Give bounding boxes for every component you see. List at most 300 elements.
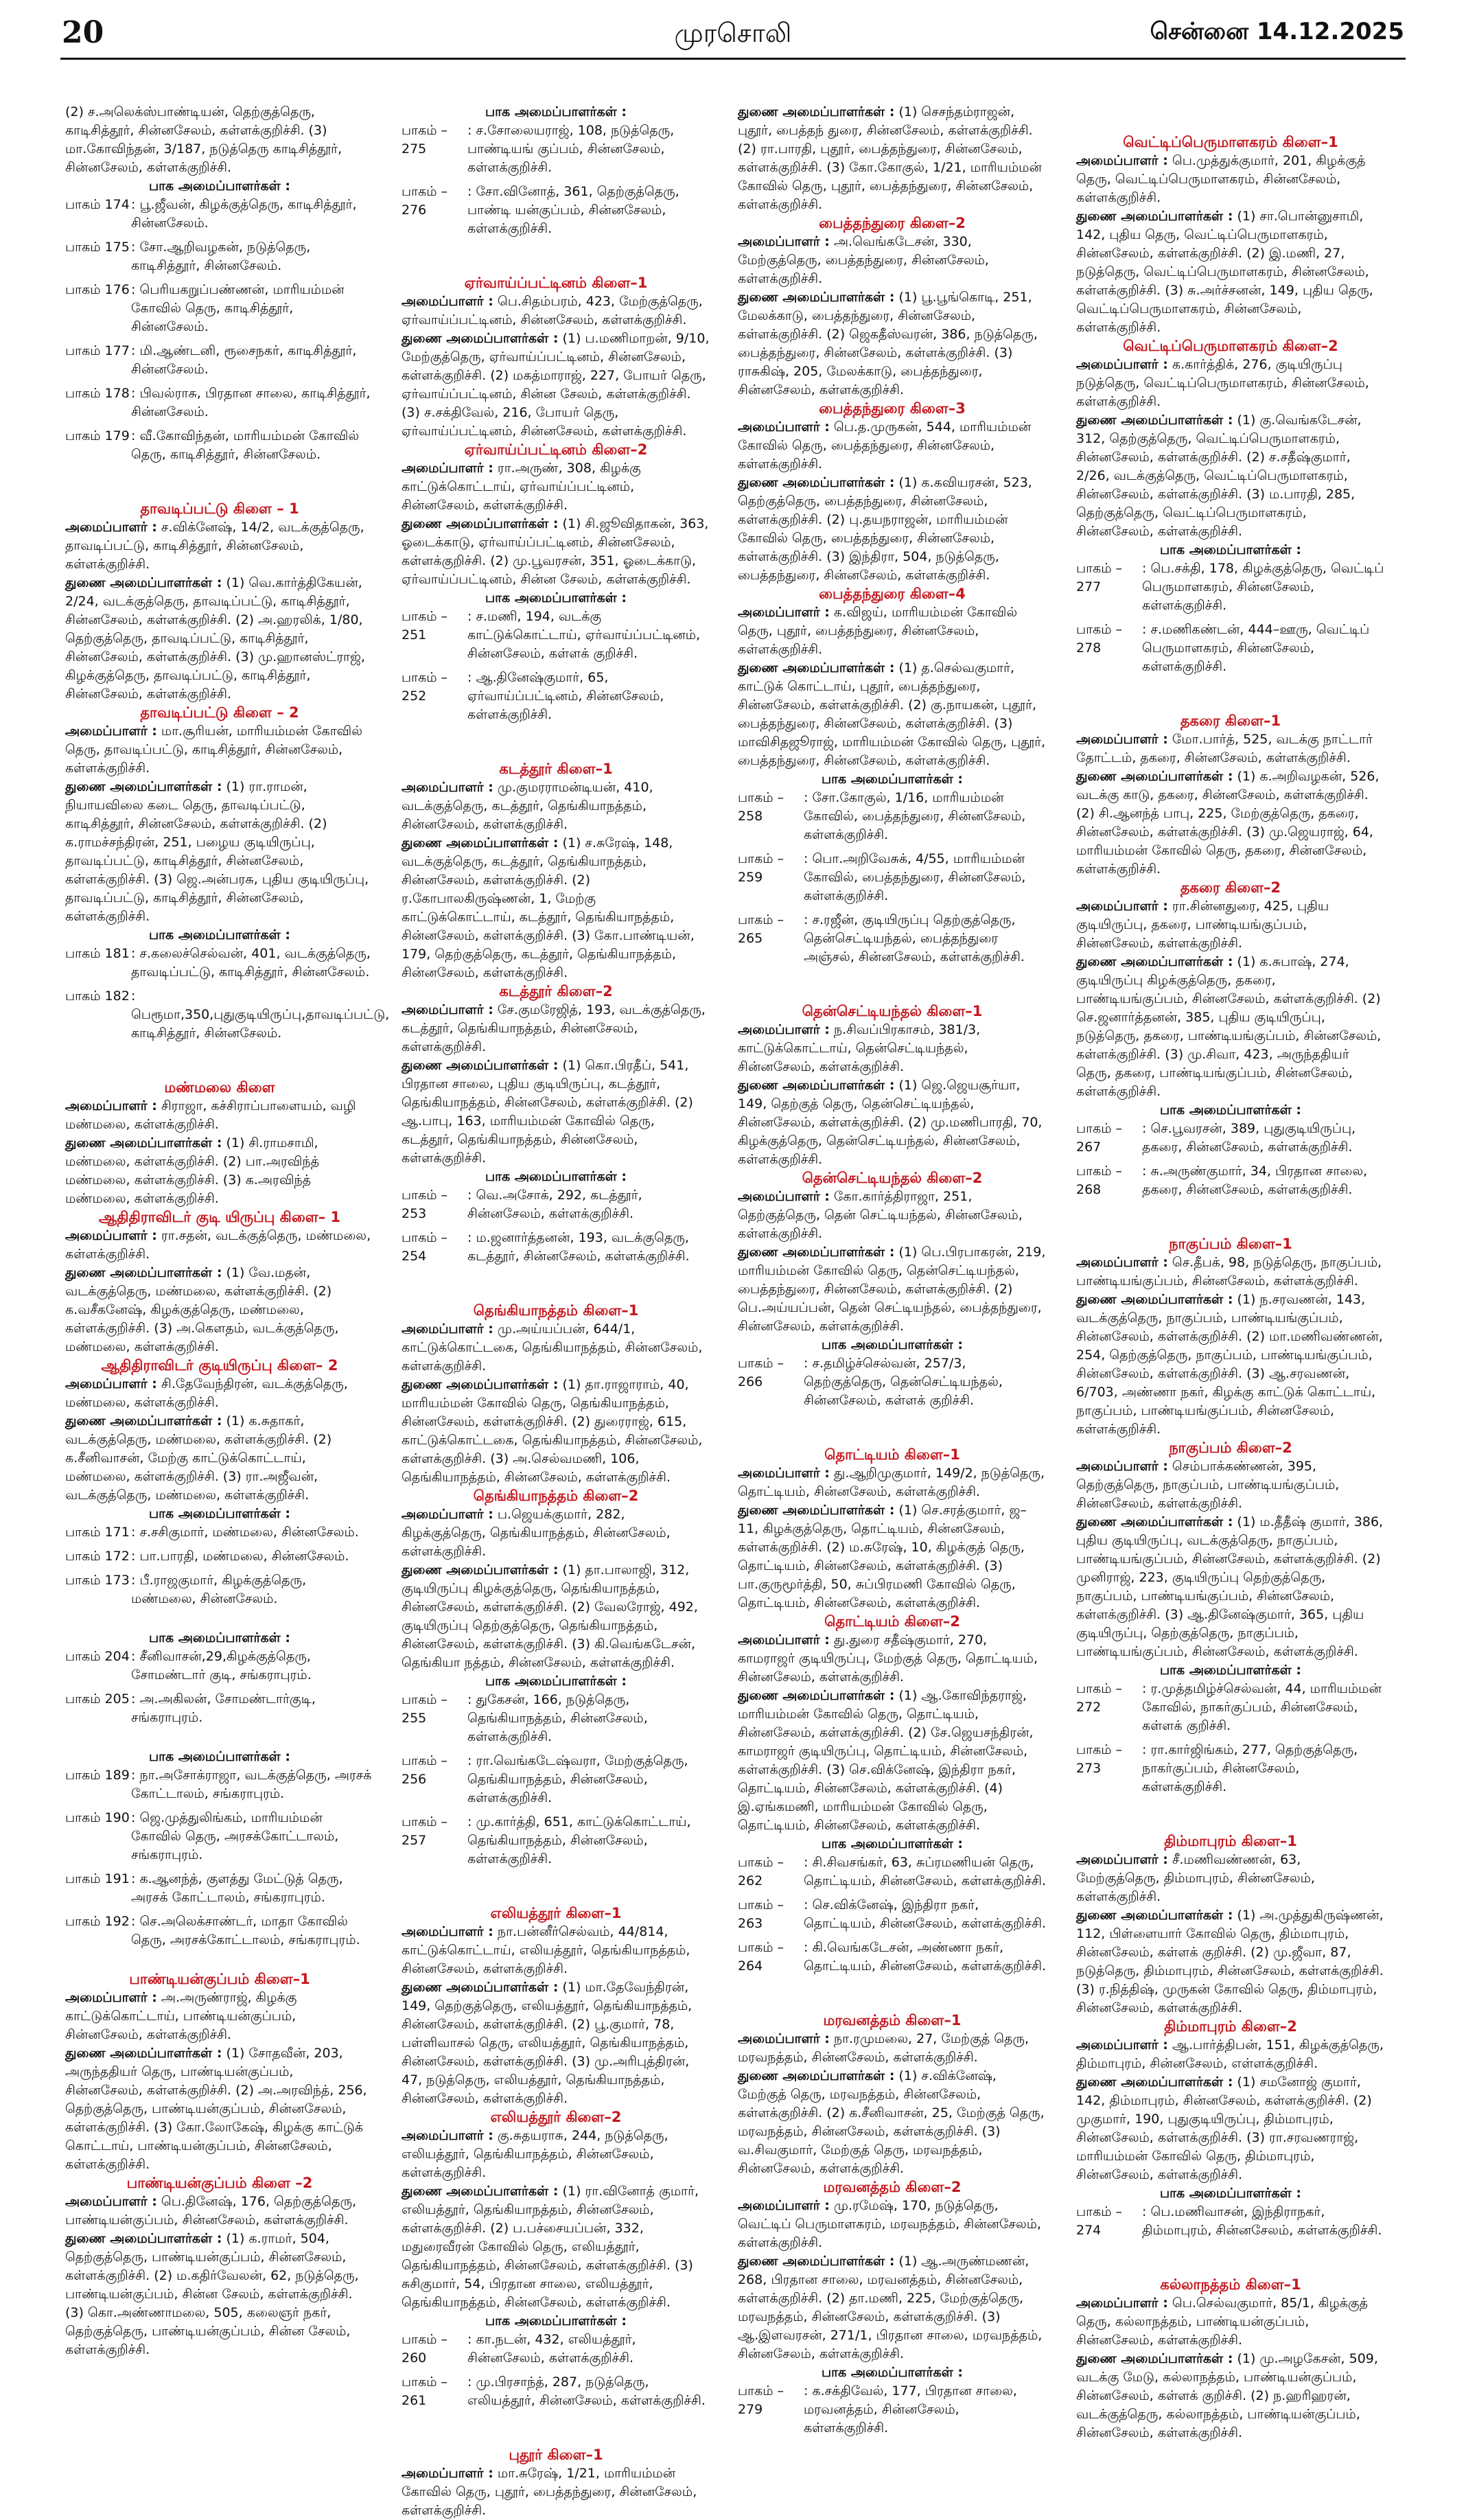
- thunai-label: துணை அமைப்பாளர்கள் :: [65, 2046, 222, 2061]
- dateline: சென்னை 14.12.2025: [1150, 18, 1404, 45]
- baga-list: [402, 1186, 710, 1266]
- amaippalar-entry: [1076, 1253, 1385, 1291]
- baga-row: [65, 1690, 374, 1727]
- baga-number: பாகம் 177: [65, 343, 130, 358]
- amaippalar-label: அமைப்பாளர் :: [402, 1507, 493, 1522]
- thunai-value: (1) ச.விக்னேஷ், மேற்குத் தெரு, மரவநத்தம், சின்னசேலம், கள்ளக்குறிச்சி. (2) க.சீனிவாசன், 25, மேற்குத் தெரு, மரவநத்தம், சின்னசேலம், கள்ளக்குறிச்சி. (3) வ.சிவகுமார், மேற்குத் தெரு, மரவநத்தம், சின்னசேலம், கள்ளக்குறிச்சி.: [738, 2068, 1045, 2176]
- baga-number: பாகம் – 273: [1076, 1742, 1123, 1776]
- thunai-value: (1) சி.ஜூவிதாகன், 363, ஓடைக்காடு, ஏர்வாய்ப்பட்டினம், சின்னசேலம், கள்ளக்குறிச்சி. (2) மு.பூவரசன், 351, ஓடைக்காடு, ஏர்வாய்ப்பட்டினம், சின்ன சேலம், கள்ளக்குறிச்சி.: [402, 516, 709, 587]
- amaippalar-entry: [738, 2030, 1047, 2067]
- baga-number: பாகம் 181: [65, 946, 130, 961]
- thunai-value: (1) க.கவியரசன், 523, தெற்குத்தெரு, பைத்தந்துரை, சின்னசேலம், கள்ளக்குறிச்சி. (2) பு.தயநராஜன், மாரியம்மன் கோவில் தெரு, பைத்தந்துரை, சின்னசேலம், கள்ளக்குறிச்சி. (3) இந்திரா, 504, நடுத்தெரு, பைத்தந்துரை, சின்னசேலம், கள்ளக்குறிச்சி.: [738, 475, 1032, 583]
- amaippalar-value: மு.அய்யப்பன், 644/1, காட்டுக்கொட்டகை, தெங்கியாநத்தம், சின்னசேலம், கள்ளக்குறிச்சி.: [402, 1321, 703, 1374]
- section-heading: தொட்டியம் கிளை–1: [824, 1446, 960, 1463]
- thunai-entry: [738, 2252, 1047, 2363]
- thunai-value: (1) ஜெ.ஜெயசூர்யா, 149, தெற்குத் தெரு, தென்செட்டியந்தல், சின்னசேலம், கள்ளக்குறிச்சி. (2) மு.மணிபாரதி, 70, கிழக்குத்தெரு, தென்செட்டியந்தல், சின்னசேலம், கள்ளக்குறிச்சி.: [738, 1078, 1043, 1167]
- section-heading: தெங்கியாநத்தம் கிளை–1: [473, 1302, 639, 1319]
- thunai-label: துணை அமைப்பாளர்கள் :: [738, 660, 895, 675]
- baga-person: : க.ஆனந்த், குளத்து மேட்டுத் தெரு, அரசக் கோட்டாலம், சங்கராபுரம்.: [131, 1871, 343, 1905]
- baga-person: : ரா.கார்ஜிங்கம், 277, தெற்குத்தெரு, நாகர்குப்பம், சின்னசேலம், கள்ளக்குறிச்சி.: [1142, 1742, 1358, 1794]
- baga-number: பாகம் 204: [65, 1649, 130, 1664]
- amaippalar-label: அமைப்பாளர் :: [738, 1466, 830, 1481]
- baga-list: [1076, 1680, 1385, 1796]
- amaippalar-value: செ.தீபக், 98, நடுத்தெரு, நாகுப்பம், பாண்டியங்குப்பம், சின்னசேலம், கள்ளக்குறிச்சி.: [1076, 1255, 1382, 1288]
- baga-person: : பிவல்ராசு, பிரதான சாலை, காடிசித்தூர், சின்னசேலம்.: [131, 386, 371, 419]
- baga-person: : ச.சசிகுமார், மண்மலை, சின்னசேலம்.: [131, 1525, 359, 1540]
- thunai-value: (1) பூ.பூங்கொடி, 251, மேலக்காடு, பைத்தந்துரை, சின்னசேலம், கள்ளக்குறிச்சி. (2) ஜெகதீஸ்வரன், 386, நடுத்தெரு, பைத்தந்துரை, சின்னசேலம், கள்ளக்குறிச்சி. (3) ராசுகிஷ், 205, மேலக்காடு, பைத்தந்துரை, சின்னசேலம், கள்ளக்குறிச்சி.: [738, 290, 1038, 397]
- thunai-value: (1) தா.பாலாஜி, 312, குடியிருப்பு கிழக்குத்தெரு, தெங்கியாநத்தம், சின்னசேலம், கள்ளக்குறிச்சி. (2) வேலரோஜ், 492, குடியிருப்பு தெற்குத்தெரு, தெங்கியாநத்தம், சின்னசேலம், கள்ளக்குறிச்சி. (3) கி.வெங்கடேசன், தெங்கியா நத்தம், சின்னசேலம், கள்ளக்குறிச்சி.: [402, 1562, 698, 1670]
- thunai-label: துணை அமைப்பாளர்கள் :: [402, 835, 559, 851]
- subsection-heading: பாக அமைப்பாளர்கள் :: [821, 1337, 963, 1352]
- baga-number: பாகம் – 276: [402, 184, 448, 218]
- thunai-label: துணை அமைப்பாளர்கள் :: [1076, 209, 1233, 224]
- thunai-label: துணை அமைப்பாளர்கள் :: [65, 779, 222, 794]
- baga-list: [738, 789, 1047, 967]
- section-heading: எலியத்தூர் கிளை–1: [490, 1905, 622, 1921]
- thunai-label: துணை அமைப்பாளர்கள் :: [738, 2254, 895, 2269]
- thunai-value: (1) செ.சரத்குமார், ஜ–11, கிழக்குத்தெரு, தொட்டியம், சின்னசேலம், கள்ளக்குறிச்சி. (2) ம.சுரேஷ், 10, கிழக்குத் தெரு, தொட்டியம், சின்னசேலம், கள்ளக்குறிச்சி. (3) பா.குருமூர்த்தி, 50, சுப்பிரமணி கோவில் தெரு, தொட்டியம், சின்னசேலம், கள்ளக்குறிச்சி.: [738, 1503, 1027, 1610]
- amaippalar-entry: [1076, 1851, 1385, 1906]
- amaippalar-label: அமைப்பாளர் :: [65, 1098, 157, 1113]
- newspaper-name: முரசொலி: [674, 18, 792, 48]
- amaippalar-value: அ.வெங்கடேசன், 330, மேற்குத்தெரு, பைத்தந்துரை, சின்னசேலம், கள்ளக்குறிச்சி.: [738, 234, 989, 286]
- baga-number: பாகம் – 255: [402, 1692, 448, 1726]
- thunai-entry: [738, 659, 1047, 770]
- section-heading: ஆதிதிராவிடர் குடியிருப்பு கிளை– 2: [101, 1357, 338, 1374]
- amaippalar-entry: [1076, 2036, 1385, 2073]
- amaippalar-value: மோ.பார்த், 525, வடக்கு நாட்டார் தோட்டம், தகரை, சின்னசேலம், கள்ளக்குறிச்சி.: [1076, 732, 1373, 765]
- amaippalar-entry: [65, 1989, 374, 2044]
- baga-number: பாகம் – 261: [402, 2374, 448, 2408]
- subsection-heading: பாக அமைப்பாளர்கள் :: [1159, 1102, 1301, 1118]
- baga-row: [65, 238, 374, 275]
- baga-person: : ச.தமிழ்ச்செல்வன், 257/3, தெற்குத்தெரு, தென்செட்டியந்தல், சின்னசேலம், கள்ளக் குறிச்சி.: [804, 1356, 1003, 1408]
- baga-person: : மி.ஆண்டனி, ரூசைநகர், காடிசித்தூர், சின்னசேலம்.: [131, 343, 357, 377]
- amaippalar-entry: [1076, 897, 1385, 953]
- subsection-heading: பாக அமைப்பாளர்கள் :: [148, 178, 290, 194]
- subsection-heading: பாக அமைப்பாளர்கள் :: [1159, 542, 1301, 557]
- subsection-heading: பாக அமைப்பாளர்கள் :: [485, 2313, 627, 2328]
- baga-row: [1076, 2203, 1385, 2240]
- baga-row: [1076, 559, 1385, 615]
- thunai-entry: [402, 1978, 710, 2108]
- thunai-entry: [1076, 411, 1385, 541]
- column-2: [402, 103, 710, 2520]
- thunai-entry: [738, 1243, 1047, 1336]
- baga-number: பாகம் 176: [65, 282, 130, 297]
- section-heading: நாகுப்பம் கிளை–2: [1169, 1440, 1292, 1456]
- section-heading: பைத்தந்துரை கிளை–2: [819, 215, 966, 231]
- section-heading: வெட்டிப்பெருமாளகரம் கிளை–1: [1123, 134, 1338, 150]
- amaippalar-value: சிராஜா, கச்சிராப்பாளையம், வழி மண்மலை, கள்ளக்குறிச்சி.: [65, 1098, 356, 1132]
- amaippalar-value: அ.அருண்ராஜ், கிழக்கு காட்டுக்கொட்டாய், பாண்டியன்குப்பம், சின்னசேலம், கள்ளக்குறிச்சி.: [65, 1990, 297, 2042]
- amaippalar-entry: [402, 292, 710, 330]
- baga-row: [402, 2373, 710, 2410]
- amaippalar-entry: [1076, 2294, 1385, 2350]
- baga-row: [65, 1571, 374, 1608]
- baga-person: : சீனிவாசன்,29,கிழக்குத்தெரு, சோமண்டார் குடி, சங்கராபுரம்.: [131, 1649, 312, 1683]
- section-heading: தகரை கிளை–1: [1180, 713, 1281, 729]
- thunai-value: (1) அ.முத்துகிருஷ்ணன், 112, பிள்ளையார் கோவில் தெரு, திம்மாபுரம், சின்னசேலம், கள்ளக் குறிச்சி. (2) மு.ஜீவா, 87, நடுத்தெரு, திம்மாபுரம், சின்னசேலம், கள்ளக்குறிச்சி. (3) ர.நித்திஷ், முருகன் கோவில் தெரு, திம்மாபுரம், சின்னசேலம், கள்ளக்குறிச்சி.: [1076, 1908, 1384, 2015]
- baga-row: [402, 608, 710, 663]
- baga-row: [738, 911, 1047, 967]
- baga-row: [65, 1766, 374, 1803]
- thunai-value: (1) ப.மணிமாறன், 9/10, மேற்குத்தெரு, ஏர்வாய்ப்பட்டினம், சின்னசேலம், கள்ளக்குறிச்சி. (2) மகத்மாராஜ், 227, போயர் தெரு, ஏர்வாய்ப்பட்டினம், சின்ன சேலம், கள்ளக்குறிச்சி. (3) ச.சக்திவேல், 216, போயர் தெரு, ஏர்வாய்ப்பட்டினம், சின்னசேலம், கள்ளக்குறிச்சி.: [402, 331, 710, 439]
- baga-person: : ச.மணி, 194, வடக்கு காட்டுக்கொட்டாய், ஏர்வாய்ப்பட்டினம், சின்னசேலம், கள்ளக் குறிச்சி.: [467, 609, 701, 661]
- baga-person: : மு.பிரசாந்த், 287, நடுத்தெரு, எலியத்தூர், சின்னசேலம், கள்ளக்குறிச்சி.: [467, 2374, 706, 2408]
- baga-number: பாகம் – 278: [1076, 622, 1123, 656]
- baga-person: : ச.மணிகண்டன், 444–ஊரு, வெட்டிப் பெருமாளகரம், சின்னசேலம், கள்ளக்குறிச்சி.: [1142, 622, 1370, 674]
- thunai-value: (1) க.ராமர், 504, தெற்குத்தெரு, பாண்டியன்குப்பம், சின்னசேலம், கள்ளக்குறிச்சி. (2) ம.கதிர்வேலன், 62, நடுத்தெரு, பாண்டியன்குப்பம், சின்ன சேலம், கள்ளக்குறிச்சி. (3) கொ.அண்ணாமலை, 505, கலைஞர் நகர், தெற்குத்தெரு, பாண்டியன்குப்பம், சின்ன சேலம், கள்ளக்குறிச்சி.: [65, 2231, 359, 2357]
- section-heading: திம்மாபுரம் கிளை–1: [1164, 1833, 1297, 1849]
- baga-number: பாகம் – 266: [738, 1356, 784, 1389]
- amaippalar-label: அமைப்பாளர் :: [1076, 2037, 1168, 2053]
- baga-row: [738, 789, 1047, 844]
- baga-row: [402, 1229, 710, 1266]
- baga-row: [738, 1354, 1047, 1410]
- thunai-label: துணை அமைப்பாளர்கள் :: [738, 104, 895, 119]
- baga-person: : சி.சிவசங்கர், 63, சுப்ரமணியன் தெரு, தொட்டியம், சின்னசேலம், கள்ளக்குறிச்சி.: [804, 1855, 1047, 1888]
- thunai-value: (1) வே.மதன், வடக்குத்தெரு, மண்மலை, கள்ளக்குறிச்சி. (2) க.வசீகனேஷ், கிழக்குத்தெரு, மண்மலை, கள்ளக்குறிச்சி. (3) அ.கௌதம், வடக்குத்தெரு, மண்மலை, கள்ளக்குறிச்சி.: [65, 1265, 339, 1354]
- thunai-entry: [402, 1376, 710, 1487]
- page-number: 20: [62, 15, 104, 50]
- baga-row: [65, 1547, 374, 1566]
- baga-number: பாகம் – 262: [738, 1855, 784, 1888]
- amaippalar-value: பெ.தினேஷ், 176, தெற்குத்தெரு, பாண்டியன்குப்பம், சின்னசேலம், கள்ளக்குறிச்சி.: [65, 2194, 357, 2228]
- amaippalar-entry: [738, 1631, 1047, 1687]
- thunai-entry: [1076, 1513, 1385, 1661]
- baga-list: [402, 122, 710, 238]
- baga-number: பாகம் – 275: [402, 123, 448, 157]
- thunai-value: (1) வெ.கார்த்திகேயன், 2/24, வடக்குத்தெரு, தாவடிப்பட்டு, காடிசித்தூர், சின்னசேலம், கள்ளக்குறிச்சி. (2) அ.ஹரலிக், 1/80, தெற்குத்தெரு, தாவடிப்பட்டு, காடிசித்தூர், சின்னசேலம், கள்ளக்குறிச்சி. (3) மு.ஹானஸ்ட்ராஜ், கிழக்குத்தெரு, தாவடிப்பட்டு, காடிசித்தூர், சின்னசேலம், கள்ளக்குறிச்சி.: [65, 575, 365, 702]
- subsection-heading: பாக அமைப்பாளர்கள் :: [485, 1169, 627, 1184]
- amaippalar-label: அமைப்பாளர் :: [1076, 153, 1168, 168]
- baga-number: பாகம் – 257: [402, 1814, 448, 1848]
- thunai-label: துணை அமைப்பாளர்கள் :: [65, 2231, 222, 2246]
- amaippalar-value: ரா.சின்னதுரை, 425, புதிய குடியிருப்பு, தகரை, பாண்டியங்குப்பம், சின்னசேலம், கள்ளக்குறிச்சி.: [1076, 899, 1329, 951]
- thunai-label: துணை அமைப்பாளர்கள் :: [1076, 769, 1233, 784]
- section-heading: தாவடிப்பட்டு கிளை – 1: [140, 500, 299, 517]
- amaippalar-entry: [1076, 356, 1385, 411]
- amaippalar-label: அமைப்பாளர் :: [65, 2194, 157, 2209]
- amaippalar-label: அமைப்பாளர் :: [738, 419, 830, 435]
- subsection-heading: பாக அமைப்பாளர்கள் :: [821, 2365, 963, 2380]
- thunai-label: துணை அமைப்பாளர்கள் :: [738, 1245, 895, 1260]
- thunai-value: (1) சமனோஜ் குமார், 142, திம்மாபுரம், சின்னசேலம், கள்ளக்குறிச்சி. (2) முகுமார், 190, புதுகுடியிருப்பு, திம்மாபுரம், சின்னசேலம், கள்ளக்குறிச்சி. (3) ரா.சரவணராஜ், மாரியம்மன் கோவில் தெரு, திம்மாபுரம், சின்னசேலம், கள்ளக்குறிச்சி.: [1076, 2074, 1372, 2182]
- baga-number: பாகம் – 263: [738, 1897, 784, 1931]
- section-heading: ஆதிதிராவிடர் குடி யிருப்பு கிளை– 1: [98, 1209, 341, 1225]
- thunai-value: (1) கு.வெங்கடேசன், 312, தெற்குத்தெரு, வெட்டிப்பெருமாளகரம், சின்னசேலம், கள்ளக்குறிச்சி. (2) ச.சதீஷ்குமார், 2/26, வடக்குத்தெரு, வெட்டிப்பெருமாளகரம், சின்னசேலம், கள்ளக்குறிச்சி. (3) ம.பாரதி, 285, தெற்குத்தெரு, வெட்டிப்பெருமாளகரம், சின்னசேலம், கள்ளக்குறிச்சி.: [1076, 413, 1362, 539]
- section-heading: தெங்கியாநத்தம் கிளை–2: [473, 1488, 639, 1504]
- baga-row: [402, 669, 710, 724]
- amaippalar-value: ச.விக்னேஷ், 14/2, வடக்குத்தெரு, தாவடிப்பட்டு, காடிசித்தூர், சின்னசேலம், கள்ளக்குறிச்சி.: [65, 520, 364, 572]
- baga-person: : சு.அருண்குமார், 34, பிரதான சாலை, தகரை, சின்னசேலம், கள்ளக்குறிச்சி.: [1142, 1164, 1368, 1197]
- section-heading: மரவனத்தம் கிளை–1: [823, 2012, 962, 2028]
- thunai-label: துணை அமைப்பாளர்கள் :: [1076, 413, 1233, 428]
- thunai-value: (1) ம.தீதீஷ் குமார், 386, புதிய குடியிருப்பு, வடக்குத்தெரு, நாகுப்பம், பாண்டியங்குப்பம், சின்னசேலம், கள்ளக்குறிச்சி. (2) முனிராஜ், 223, குடியிருப்பு தெற்குத்தெரு, நாகுப்பம், பாண்டியங்குப்பம், சின்னசேலம், கள்ளக்குறிச்சி. (3) ஆ.தினேஷ்குமார், 365, புதிய குடியிருப்பு, தெற்குத்தெரு, நாகுப்பம், பாண்டியங்குப்பம், சின்னசேலம், கள்ளக்குறிச்சி.: [1076, 1514, 1384, 1659]
- thunai-entry: [65, 778, 374, 926]
- column-1: [65, 103, 390, 2359]
- thunai-entry: [738, 288, 1047, 400]
- baga-person: : பெ.மணிவாசன், இந்திராநகர், திம்மாபுரம், சின்னசேலம், கள்ளக்குறிச்சி.: [1142, 2204, 1382, 2238]
- section-heading: கடத்தூர் கிளை–2: [499, 983, 613, 999]
- thunai-value: (1) செசந்தம்ராஜன், புதூர், பைத்தந் துரை, சின்னசேலம், கள்ளக்குறிச்சி. (2) ரா.பாரதி, புதூர், பைத்தந்துரை, சின்னசேலம், கள்ளக்குறிச்சி. (3) கோ.கோகுல், 1/21, மாரியம்மன் கோவில் தெரு, புதூர், பைத்தந்துரை, சின்னசேலம், கள்ளக்குறிச்சி.: [738, 104, 1042, 212]
- thunai-value: (1) த.செல்வகுமார், காட்டுக் கொட்டாய், புதூர், பைத்தந்துரை, சின்னசேலம், கள்ளக்குறிச்சி. (2) கு.நாயகன், புதூர், பைத்தந்துரை, சின்னசேலம், கள்ளக்குறிச்சி. (3) மாவிசிதஜூராஜ், மாரியம்மன் கோவில் தெரு, புதூர், பைத்தந்துரை, சின்னசேலம், கள்ளக்குறிச்சி.: [738, 660, 1046, 768]
- baga-number: பாகம் 189: [65, 1768, 130, 1783]
- thunai-entry: [65, 2044, 374, 2174]
- amaippalar-label: அமைப்பாளர் :: [402, 2128, 493, 2143]
- baga-person: : சோ.ஆறிவழகன், நடுத்தெரு, காடிசித்தூர், சின்னசேலம்.: [131, 240, 311, 273]
- thunai-value: (1) ஆ.அருண்மணன், 268, பிரதான சாலை, மரவனத்தம், சின்னசேலம், கள்ளக்குறிச்சி. (2) தா.மணி, 225, மேற்குத்தெரு, மரவநத்தம், சின்னசேலம், கள்ளக்குறிச்சி. (3) ஆ.இளவரசன், 271/1, பிரதான சாலை, மரவநத்தம், சின்னசேலம், கள்ளக்குறிச்சி.: [738, 2254, 1043, 2361]
- baga-row: [402, 1186, 710, 1223]
- baga-row: [65, 427, 374, 464]
- baga-row: [65, 384, 374, 421]
- amaippalar-value: மா.சுரேஷ், 1/21, மாரியம்மன் கோவில் தெரு, புதூர், பைத்தந்துரை, சின்னசேலம், கள்ளக்குறிச்சி.: [402, 2466, 697, 2518]
- baga-list: [402, 2331, 710, 2410]
- amaippalar-entry: [738, 603, 1047, 659]
- amaippalar-entry: [738, 1464, 1047, 1501]
- thunai-label: துணை அமைப்பாளர்கள் :: [1076, 2074, 1233, 2090]
- baga-person: : துகேசன், 166, நடுத்தெரு, தெங்கியாநத்தம், சின்னசேலம், கள்ளக்குறிச்சி.: [467, 1692, 648, 1744]
- thunai-label: துணை அமைப்பாளர்கள் :: [402, 1562, 559, 1577]
- amaippalar-value: சி.தேவேந்திரன், வடக்குத்தெரு, மண்மலை, கள்ளக்குறிச்சி.: [65, 1376, 348, 1410]
- section-heading: தொட்டியம் கிளை–2: [824, 1613, 960, 1630]
- amaippalar-label: அமைப்பாளர் :: [1076, 899, 1168, 914]
- section-heading: திம்மாபுரம் கிளை–2: [1164, 2018, 1297, 2035]
- baga-row: [738, 850, 1047, 905]
- amaippalar-entry: [402, 459, 710, 515]
- continued-text: (2) ச.அலெக்ஸ்பாண்டியன், தெற்குத்தெரு, காடிசித்தூர், சின்னசேலம், கள்ளக்குறிச்சி. (3) மா.கோவிந்தன், 3/187, நடுத்தெரு காடிசித்தூர், சின்னசேலம், கள்ளக்குறிச்சி.: [65, 104, 342, 175]
- amaippalar-value: மு.குமரராமன்டியன், 410, வடக்குத்தெரு, கடத்தூர், தெங்கியாநத்தம், சின்னசேலம், கள்ளக்குறிச்சி.: [402, 780, 653, 832]
- header-rule: [60, 58, 1406, 60]
- amaippalar-entry: [65, 1227, 374, 1264]
- amaippalar-label: அமைப்பாளர் :: [402, 1321, 493, 1337]
- baga-row: [65, 945, 374, 982]
- baga-number: பாகம் – 253: [402, 1188, 448, 1221]
- baga-person: : ம.ஜனார்த்தனன், 193, வடக்குதெரு, கடத்தூர், சின்னசேலம், கள்ளக்குறிச்சி.: [467, 1230, 690, 1264]
- baga-row: [1076, 1120, 1385, 1157]
- amaippalar-value: ஆ.பார்த்திபன், 151, கிழக்குத்தெரு, திம்மாபுரம், சின்னசேலம், எள்ளக்குறிச்சி.: [1076, 2037, 1384, 2071]
- thunai-entry: [402, 515, 710, 589]
- thunai-label: துணை அமைப்பாளர்கள் :: [1076, 1908, 1233, 1923]
- baga-list: [1076, 2203, 1385, 2240]
- baga-number: பாகம் 178: [65, 386, 130, 401]
- amaippalar-value: து.துரை சதீஷ்குமார், 270, காமராஜர் குடியிருப்பு, மேற்குத் தெரு, தொட்டியம், சின்னசேலம், கள்ளக்குறிச்சி.: [738, 1632, 1038, 1685]
- baga-number: பாகம் 172: [65, 1549, 130, 1564]
- amaippalar-entry: [738, 1021, 1047, 1076]
- thunai-entry: [402, 1561, 710, 1672]
- thunai-value: (1) ரா.வினோத் குமார், எலியத்தூர், தெங்கியாநத்தம், சின்னசேலம், கள்ளக்குறிச்சி. (2) ப.பச்சையப்பன், 332, மதுரைவீரன் கோவில் தெரு, எலியத்தூர், தெங்கியாநத்தம், சின்னசேலம், கள்ளக்குறிச்சி. (3) சுசிகுமார், 54, பிரதான சாலை, எலியத்தூர், தெங்கியாநத்தம், சின்னசேலம், கள்ளக்குறிச்சி.: [402, 2184, 699, 2310]
- section-heading: பைத்தந்துரை கிளை–4: [819, 586, 966, 602]
- amaippalar-label: அமைப்பாளர் :: [65, 724, 157, 739]
- section-heading: புதூர் கிளை–1: [509, 2447, 603, 2463]
- baga-number: பாகம் – 264: [738, 1940, 784, 1974]
- baga-person: : பெ.சக்தி, 178, கிழக்குத்தெரு, வெட்டிப் பெருமாளகரம், சின்னசேலம், கள்ளக்குறிச்சி.: [1142, 561, 1384, 613]
- thunai-label: துணை அமைப்பாளர்கள் :: [738, 475, 895, 490]
- amaippalar-label: அமைப்பாளர் :: [402, 461, 493, 476]
- baga-number: பாகம் – 277: [1076, 561, 1123, 594]
- baga-list: [1076, 1120, 1385, 1199]
- amaippalar-entry: [65, 518, 374, 574]
- amaippalar-value: து.ஆறிமுகுமார், 149/2, நடுத்தெரு, தொட்டியம், சின்னசேலம், கள்ளக்குறிச்சி.: [738, 1466, 1045, 1499]
- thunai-value: (1) க.சுபாஷ், 274, குடியிருப்பு கிழக்குத்தெரு, தகரை, பாண்டியங்குப்பம், சின்னசேலம், கள்ளக்குறிச்சி. (2) செ.ஜனார்த்தனன், 385, புதிய குடியிருப்பு, நடுத்தெரு, தகரை, பாண்டியங்குப்பம், சின்னசேலம், கள்ளக்குறிச்சி. (3) மு.சிவா, 423, அருந்ததியர் தெரு, தகரை, பாண்டியங்குப்பம், சின்னசேலம், கள்ளக்குறிச்சி.: [1076, 954, 1382, 1099]
- section-heading: கல்லாநத்தம் கிளை–1: [1160, 2276, 1301, 2293]
- subsection-heading: பாக அமைப்பாளர்கள் :: [485, 1674, 627, 1689]
- thunai-label: துணை அமைப்பாளர்கள் :: [738, 1688, 895, 1703]
- thunai-entry: [65, 1134, 374, 1208]
- thunai-value: (1) க.அறிவழகன், 526, வடக்கு காடு, தகரை, சின்னசேலம், கள்ளக்குறிச்சி. (2) சி.ஆனந்த் பாபு, 225, மேற்குத்தெரு, தகரை, சின்னசேலம், கள்ளக்குறிச்சி. (3) மு.ஜெயராஜ், 64, மாரியம்மன் கோவில் தெரு, தகரை, சின்னசேலம், கள்ளக்குறிச்சி.: [1076, 769, 1380, 877]
- baga-person: : பொ.அறிவேசுக், 4/55, மாரியம்மன் கோவில், பைத்தந்துரை, சின்னசேலம், கள்ளக்குறிச்சி.: [804, 851, 1026, 903]
- amaippalar-label: அமைப்பாளர் :: [1076, 357, 1168, 372]
- baga-row: [65, 1809, 374, 1864]
- thunai-value: (1) தா.ராஜாராம், 40, மாரியம்மன் கோவில் தெரு, தெங்கியாநத்தம், சின்னசேலம், கள்ளக்குறிச்சி. (2) துரைராஜ், 615, காட்டுக்கொட்டகை, தெங்கியாநத்தம், சின்னசேலம், கள்ளக்குறிச்சி. (3) அ.செல்வமணி, 106, தெங்கியாநத்தம், சின்னசேலம், கள்ளக்குறிச்சி.: [402, 1377, 703, 1485]
- baga-row: [65, 1648, 374, 1685]
- baga-row: [1076, 621, 1385, 676]
- baga-person: : சோ.கோகுல், 1/16, மாரியம்மன் கோவில், பைத்தந்துரை, சின்னசேலம், கள்ளக்குறிச்சி.: [804, 790, 1026, 842]
- thunai-label: துணை அமைப்பாளர்கள் :: [402, 331, 559, 346]
- amaippalar-value: மு.ரமேஷ், 170, நடுத்தெரு, வெட்டிப் பெருமாளகரம், மரவநத்தம், சின்னசேலம், கள்ளக்குறிச்சி.: [738, 2198, 1042, 2250]
- amaippalar-value: கோ.கார்த்திராஜா, 251, தெற்குத்தெரு, தென் செட்டியந்தல், சின்னசேலம், கள்ளக்குறிச்சி.: [738, 1189, 1023, 1241]
- baga-list: [65, 196, 374, 464]
- amaippalar-label: அமைப்பாளர் :: [1076, 2296, 1168, 2311]
- thunai-value: (1) ரா.ராமன், நியாயவிலை கடை தெரு, தாவடிப்பட்டு, காடிசித்தூர், சின்னசேலம், கள்ளக்குறிச்சி. (2) க.ராமச்சந்திரன், 251, பழைய குடியிருப்பு, தாவடிப்பட்டு, காடிசித்தூர், சின்னசேலம், கள்ளக்குறிச்சி. (3) ஜெ.அன்பரசு, புதிய குடியிருப்பு, தாவடிப்பட்டு, காடிசித்தூர், சின்னசேலம், கள்ளக்குறிச்சி.: [65, 779, 369, 924]
- thunai-label: துணை அமைப்பாளர்கள் :: [738, 1078, 895, 1093]
- baga-person: : பீ.ராஜகுமார், கிழக்குத்தெரு, மண்மலை, சின்னசேலம்.: [131, 1573, 307, 1606]
- subsection-heading: பாக அமைப்பாளர்கள் :: [148, 1749, 290, 1764]
- baga-row: [402, 1752, 710, 1807]
- amaippalar-value: க.விஜய், மாரியம்மன் கோவில் தெரு, புதூர், பைத்தந்துரை, சின்னசேலம், கள்ளக்குறிச்சி.: [738, 605, 1018, 657]
- amaippalar-label: அமைப்பாளர் :: [738, 1189, 830, 1204]
- baga-number: பாகம் 174: [65, 197, 130, 212]
- baga-number: பாகம் – 274: [1076, 2204, 1123, 2238]
- baga-row: [1076, 1741, 1385, 1796]
- amaippalar-label: அமைப்பாளர் :: [402, 1924, 493, 1939]
- baga-row: [738, 1896, 1047, 1933]
- amaippalar-label: அமைப்பாளர் :: [738, 2031, 830, 2046]
- baga-number: பாகம் – 254: [402, 1230, 448, 1264]
- thunai-value: (1) ந.சரவணன், 143, வடக்குத்தெரு, நாகுப்பம், பாண்டியங்குப்பம், சின்னசேலம், கள்ளக்குறிச்சி. (2) மா.மணிவண்ணன், 254, தெற்குத்தெரு, நாகுப்பம், பாண்டியங்குப்பம், சின்னசேலம், கள்ளக்குறிச்சி. (3) ஆ.சரவணன், 6/703, அண்ணா நகர், கிழக்கு காட்டுக் கொட்டாய், நாகுப்பம், பாண்டியங்குப்பம், சின்னசேலம், கள்ளக்குறிச்சி.: [1076, 1292, 1383, 1437]
- amaippalar-label: அமைப்பாளர் :: [65, 1990, 157, 2005]
- section-heading: கடத்தூர் கிளை–1: [499, 761, 613, 777]
- thunai-entry: [738, 2067, 1047, 2178]
- thunai-entry: [402, 2182, 710, 2312]
- thunai-entry: [1076, 2073, 1385, 2184]
- baga-number: பாகம் 179: [65, 428, 130, 443]
- thunai-value: (1) மா.தேவேந்திரன், 149, தெற்குத்தெரு, எலியத்தூர், தெங்கியாநத்தம், சின்னசேலம், கள்ளக்குறிச்சி. (2) பூ.குமார், 78, பள்ளிவாசல் தெரு, எலியத்தூர், தெங்கியாநத்தம், சின்னசேலம், கள்ளக்குறிச்சி. (3) மு.அரிபுத்திரன், 47, நடுத்தெரு, எலியத்தூர், தெங்கியாநத்தம், சின்னசேலம், கள்ளக்குறிச்சி.: [402, 1980, 693, 2106]
- baga-person: : ரா.வெங்கடேஷ்வரா, மேற்குத்தெரு, தெங்கியாநத்தம், சின்னசேலம், கள்ளக்குறிச்சி.: [467, 1753, 688, 1805]
- amaippalar-entry: [402, 2127, 710, 2182]
- amaippalar-entry: [738, 1188, 1047, 1243]
- amaippalar-entry: [65, 2193, 374, 2230]
- column-3: [738, 103, 1047, 2443]
- baga-person: : ச.ரஜீன், குடியிருப்பு தெற்குத்தெரு, தென்செட்டியந்தல், பைத்தந்துரை அஞ்சல், சின்னசேலம், கள்ளக்குறிச்சி.: [804, 912, 1025, 964]
- baga-person: : சோ.வினோத், 361, தெற்குத்தெரு, பாண்டி யன்குப்பம், சின்னசேலம், கள்ளக்குறிச்சி.: [467, 184, 679, 236]
- thunai-label: துணை அமைப்பாளர்கள் :: [402, 1980, 559, 1995]
- amaippalar-value: பெ.முத்துக்குமார், 201, கிழக்குத் தெரு, வெட்டிப்பெருமாளகரம், சின்னசேலம், கள்ளக்குறிச்சி.: [1076, 153, 1366, 205]
- amaippalar-entry: [738, 233, 1047, 288]
- amaippalar-label: அமைப்பாளர் :: [402, 1002, 493, 1017]
- thunai-value: (1) ச.சுரேஷ், 148, வடக்குத்தெரு, கடத்தூர், தெங்கியாநத்தம், சின்னசேலம், கள்ளக்குறிச்சி. (2) ர.கோபாலகிருஷ்ணன், 1, மேற்கு காட்டுக்கொட்டாய், கடத்தூர், தெங்கியாநத்தம், சின்னசேலம், கள்ளக்குறிச்சி. (3) கோ.பாண்டியன், 179, தெற்குத்தெரு, கடத்தூர், தெங்கியாநத்தம், சின்னசேலம், கள்ளக்குறிச்சி.: [402, 835, 695, 980]
- section-heading: தகரை கிளை–2: [1180, 879, 1281, 896]
- section-heading: மரவனத்தம் கிளை–2: [823, 2179, 962, 2195]
- baga-row: [1076, 1680, 1385, 1735]
- thunai-value: (1) பெ.பிரபாகரன், 219, மாரியம்மன் கோவில் தெரு, தென்செட்டியந்தல், பைத்தந்துரை, சின்னசேலம், கள்ளக்குறிச்சி. (2) பெ.அய்யப்பன், தென் செட்டியந்தல், பைத்தந்துரை, சின்னசேலம், கள்ளக்குறிச்சி.: [738, 1245, 1046, 1334]
- amaippalar-label: அமைப்பாளர் :: [402, 780, 493, 795]
- baga-list: [402, 608, 710, 724]
- amaippalar-label: அமைப்பாளர் :: [1076, 1255, 1168, 1270]
- amaippalar-entry: [402, 1320, 710, 1376]
- amaippalar-value: பெ.சிதம்பரம், 423, மேற்குத்தெரு, ஏர்வாய்ப்பட்டினம், சின்னசேலம், கள்ளக்குறிச்சி.: [402, 294, 703, 327]
- section-heading: பாண்டியன்குப்பம் கிளை–1: [129, 1971, 310, 1987]
- thunai-label: துணை அமைப்பாளர்கள் :: [1076, 1292, 1233, 1307]
- baga-row: [402, 122, 710, 177]
- section-heading: தென்செட்டியந்தல் கிளை–1: [802, 1003, 983, 1019]
- subsection-heading: பாக அமைப்பாளர்கள் :: [1159, 2186, 1301, 2201]
- baga-person: : க.சக்திவேல், 177, பிரதான சாலை, மரவனத்தம், சின்னசேலம், கள்ளக்குறிச்சி.: [804, 2383, 1017, 2436]
- amaippalar-entry: [1076, 730, 1385, 767]
- baga-number: பாகம் 205: [65, 1691, 130, 1707]
- thunai-label: துணை அமைப்பாளர்கள் :: [1076, 954, 1233, 969]
- baga-person: : ர.முத்தமிழ்ச்செல்வன், 44, மாரியம்மன் கோவில், நாகர்குப்பம், சின்னசேலம், கள்ளக் குறிச்சி.: [1142, 1681, 1382, 1733]
- baga-person: : பூ.ஜீவன், கிழக்குத்தெரு, காடிசித்தூர், சின்னசேலம்.: [131, 197, 357, 231]
- baga-number: பாகம் – 251: [402, 609, 448, 643]
- baga-person: : அ.அகிலன், சோமண்டார்குடி, சங்கராபுரம்.: [131, 1691, 316, 1725]
- thunai-entry: [738, 1076, 1047, 1169]
- amaippalar-value: பெ.த.முருகன், 544, மாரியம்மன் கோவில் தெரு, பைத்தந்துரை, சின்னசேலம், கள்ளக்குறிச்சி.: [738, 419, 1032, 472]
- thunai-entry: [1076, 767, 1385, 879]
- amaippalar-value: சீ.மணிவண்ணன், 63, மேற்குத்தெரு, திம்மாபுரம், சின்னசேலம், கள்ளக்குறிச்சி.: [1076, 1852, 1315, 1904]
- baga-row: [402, 1691, 710, 1746]
- amaippalar-value: ந.சிவப்பிரகாசம், 381/3, காட்டுக்கொட்டாய், தென்செட்டியந்தல், சின்னசேலம், கள்ளக்குறிச்சி.: [738, 1022, 981, 1074]
- baga-number: பாகம் – 279: [738, 2383, 784, 2417]
- subsection-heading: பாக அமைப்பாளர்கள் :: [485, 590, 627, 605]
- baga-list: [738, 2382, 1047, 2438]
- section-heading: தாவடிப்பட்டு கிளை – 2: [140, 704, 299, 721]
- section-heading: எலியத்தூர் கிளை–2: [490, 2109, 622, 2125]
- amaippalar-value: செம்பாக்கண்ணன், 395, தெற்குத்தெரு, நாகுப்பம், பாண்டியங்குப்பம், சின்னசேலம், கள்ளக்குறிச்சி.: [1076, 1459, 1340, 1511]
- baga-number: பாகம் – 260: [402, 2332, 448, 2366]
- amaippalar-label: அமைப்பாளர் :: [402, 2466, 493, 2481]
- thunai-label: துணை அமைப்பாளர்கள் :: [738, 290, 895, 305]
- amaippalar-entry: [65, 722, 374, 778]
- section-heading: பாண்டியன்குப்பம் கிளை –2: [126, 2175, 313, 2191]
- subsection-heading: பாக அமைப்பாளர்கள் :: [148, 1630, 290, 1645]
- amaippalar-label: அமைப்பாளர் :: [65, 520, 157, 535]
- baga-row: [65, 342, 374, 379]
- thunai-entry: [1076, 207, 1385, 337]
- subsection-heading: பாக அமைப்பாளர்கள் :: [1159, 1663, 1301, 1678]
- thunai-label: துணை அமைப்பாளர்கள் :: [402, 2184, 559, 2199]
- amaippalar-value: ரா.சதன், வடக்குத்தெரு, மண்மலை, கள்ளக்குறிச்சி.: [65, 1228, 371, 1262]
- amaippalar-label: அமைப்பாளர் :: [738, 234, 830, 249]
- baga-row: [65, 196, 374, 233]
- subsection-heading: பாக அமைப்பாளர்கள் :: [821, 1836, 963, 1851]
- thunai-entry: [1076, 1291, 1385, 1439]
- amaippalar-label: அமைப்பாளர் :: [65, 1376, 157, 1391]
- baga-person: : நா.அசோக்ராஜா, வடக்குத்தெரு, அரசக் கோட்டாலம், சங்கராபுரம்.: [131, 1768, 372, 1801]
- baga-number: பாகம் – 272: [1076, 1681, 1123, 1715]
- baga-person: : ச.சோலையராஜ், 108, நடுத்தெரு, பாண்டியங் குப்பம், சின்னசேலம், கள்ளக்குறிச்சி.: [467, 123, 675, 175]
- thunai-value: (1) சோதவீன், 203, அருந்ததியர் தெரு, பாண்டியன்குப்பம், சின்னசேலம், கள்ளக்குறிச்சி. (2) அ.அரவிந்த், 256, தெற்குத்தெரு, பாண்டியன்குப்பம், சின்னசேலம், கள்ளக்குறிச்சி. (3) கோ.லோகேஷ், கிழக்கு காட்டுக் கொட்டாய், பாண்டியன்குப்பம், சின்னசேலம், கள்ளக்குறிச்சி.: [65, 2046, 367, 2172]
- baga-person: : கி.வெங்கடேசன், அண்ணா நகர், தொட்டியம், சின்னசேலம், கள்ளக்குறிச்சி.: [804, 1940, 1047, 1974]
- thunai-label: துணை அமைப்பாளர்கள் :: [65, 575, 222, 590]
- baga-list: [402, 1691, 710, 1869]
- baga-row: [65, 1912, 374, 1950]
- amaippalar-value: நா.ரமுமலை, 27, மேற்குத் தெரு, மரவநத்தம், சின்னசேலம், கள்ளக்குறிச்சி.: [738, 2031, 1029, 2065]
- baga-row: [402, 1813, 710, 1869]
- baga-person: : செ.அலெக்சாண்டர், மாதா கோவில் தெரு, அரசக்கோட்டாலம், சங்கராபுரம்.: [131, 1914, 360, 1947]
- baga-row: [738, 2382, 1047, 2438]
